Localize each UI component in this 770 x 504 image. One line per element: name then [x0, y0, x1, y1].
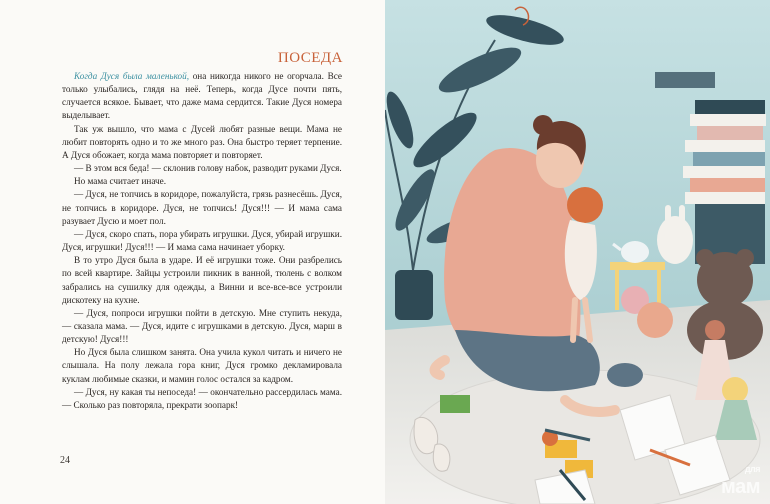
watermark-logo: [721, 460, 760, 496]
watermark-line-1: для: [744, 464, 760, 474]
paragraph-10: — Дуся, ну какая ты непоседа! — окончательно рассердилась мама. — Сколько раз повторяла, прекрати зоопарк!: [62, 386, 342, 410]
paragraph-2: Так уж вышло, что мама с Дусей любят разные вещи. Мама не любит повторять одно и то же много раз. Она быстро теряет терпение. А Дуся обожает, когда мама повторяет и повторяет.: [62, 123, 342, 160]
watermark-line-2: мам: [721, 476, 760, 498]
paragraph-1-text: она никогда никого не огорчала. Все только улыбались, глядя на неё. Теперь, когда Дусе почти пять, случается всякое. Бывает, что даже мама сердится. Такие Дуся номера выделывает.: [62, 71, 342, 121]
illustration-drawing: [385, 0, 770, 504]
paragraph-7: В то утро Дуся была в ударе. И её игрушки тоже. Они разбрелись по всей квартире. Зайцы устроили пикник в ванной, тюлень с волком забрались на сушилку для одежды, а Винни и все-все-все устроили дискотеку на кухне.: [62, 255, 342, 305]
page-number: 24: [60, 455, 70, 466]
paragraph-1: [62, 70, 342, 123]
illustration: [385, 0, 770, 504]
story-text: [62, 70, 342, 412]
paragraph-9: Но Дуся была слишком занята. Она учила кукол читать и ничего не слышала. На полу лежала гора книг, Дуся громко декламировала куклам любимые сказки, и мамин голос остался за кадром.: [62, 347, 342, 384]
paragraph-8: — Дуся, попроси игрушки пойти в детскую. Мне ступить некуда, — сказала мама. — Дуся, идите с игрушками в детскую. Дуся, марш в детскую! Дуся!!!: [62, 307, 342, 345]
lead-phrase: Когда Дуся была маленькой,: [74, 71, 190, 81]
paragraph-5: — Дуся, не топчись в коридоре, пожалуйста, грязь разнесёшь. Дуся, не топчись в коридоре. Дуся, не топчись! Дуся!!! — И мама сама разувает Дусю и моет пол.: [62, 189, 342, 226]
chapter-title: ПОСЕДА: [277, 50, 343, 66]
paragraph-6: — Дуся, скоро спать, пора убирать игрушки. Дуся, убирай игрушки. Дуся, игрушки! Дуся!!! — И мама сама начинает уборку.: [62, 228, 342, 253]
paragraph-4: Но мама считает иначе.: [74, 176, 167, 187]
paragraph-3: — В этом вся беда! — склонив голову набок, разводит руками Дуся.: [74, 163, 342, 174]
